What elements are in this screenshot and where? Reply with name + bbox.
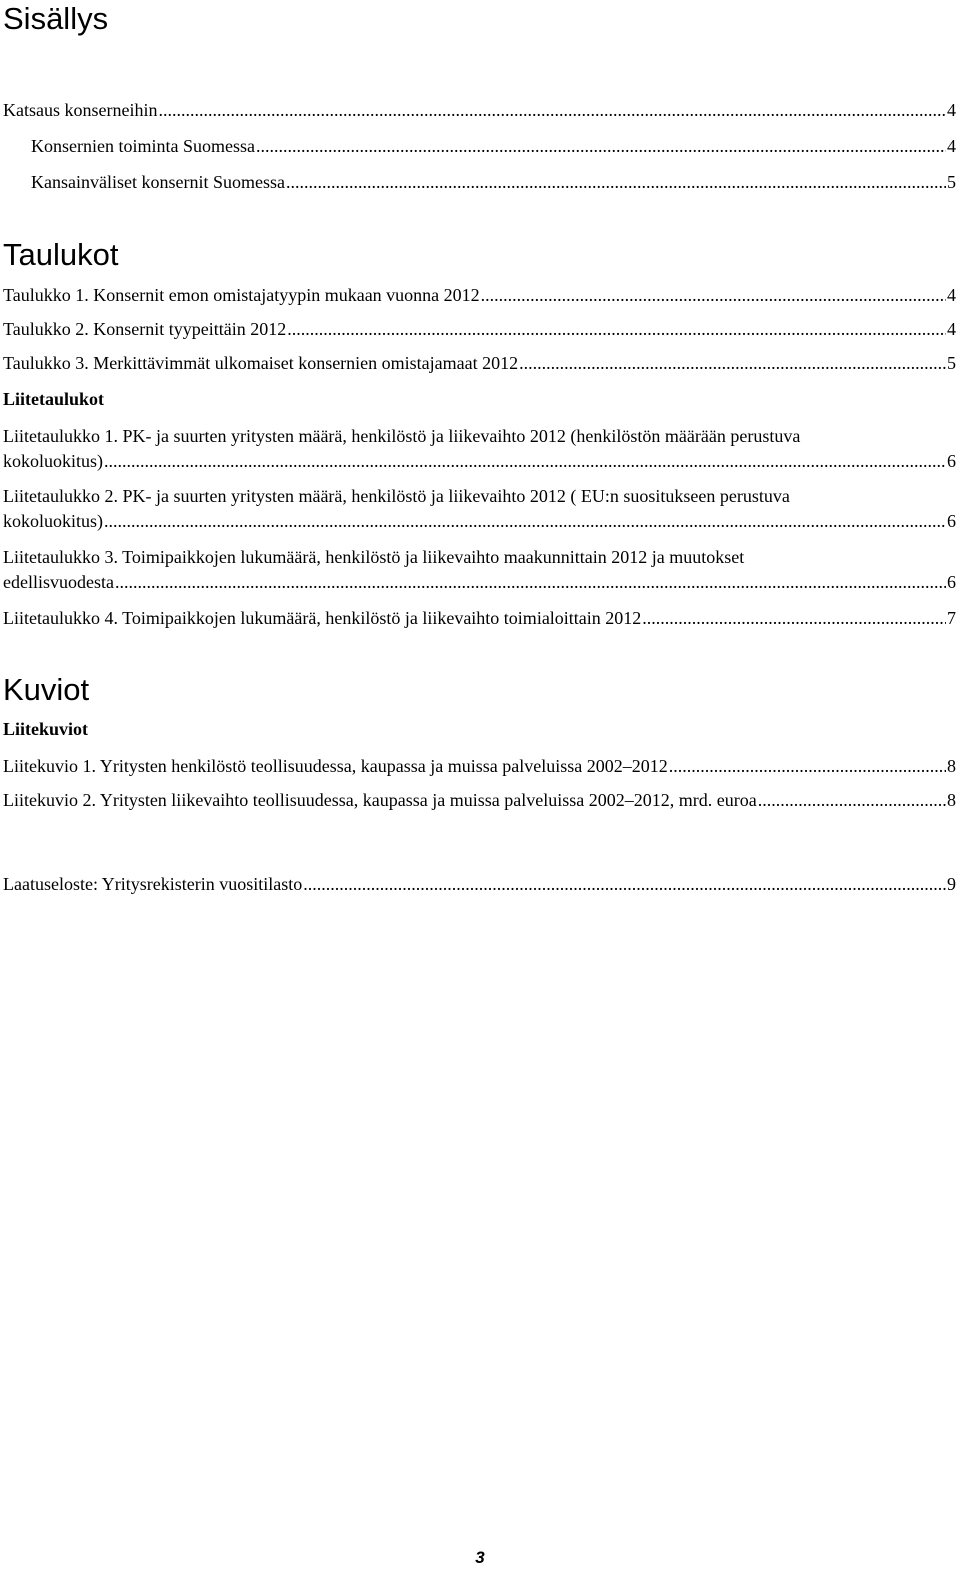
toc-entry-liitetaulukko-3[interactable] xyxy=(3,545,956,595)
toc-entry-page: 4 xyxy=(947,285,956,305)
toc-entry-liitekuvio-2[interactable] xyxy=(3,789,956,811)
toc-entry-text: Taulukko 1. Konsernit emon omistajatyypin mukaan vuonna 2012 xyxy=(3,285,480,305)
toc-entry-page: 7 xyxy=(947,608,956,628)
toc-entry-page: 4 xyxy=(947,100,956,120)
toc-entry-text: Taulukko 2. Konsernit tyypeittäin 2012 xyxy=(3,319,287,339)
toc-entry-text: Liitetaulukko 3. Toimipaikkojen lukumäärä, henkilöstö ja liikevaihto maakunnittain 2012 ja muutokset xyxy=(3,547,745,567)
toc-entry-kansainvaliset[interactable] xyxy=(31,171,956,193)
toc-entry-page: 5 xyxy=(947,353,956,373)
appendix-tables-heading: Liitetaulukot xyxy=(3,389,105,409)
leader-dots xyxy=(287,318,946,340)
toc-entry-text: Liitetaulukko 2. PK- ja suurten yritysten määrä, henkilöstö ja liikevaihto 2012 ( EU:n suositukseen perustuva xyxy=(3,486,790,506)
toc-entry-liitetaulukko-1[interactable] xyxy=(3,424,956,474)
toc-entry-text: Liitekuvio 2. Yritysten liikevaihto teollisuudessa, kaupassa ja muissa palveluissa 2002–2012, mrd. euroa xyxy=(3,790,757,810)
toc-entry-page: 6 xyxy=(947,511,956,531)
toc-entry-liitekuvio-1[interactable] xyxy=(3,755,956,777)
toc-entry-page: 6 xyxy=(947,572,956,592)
leader-dots xyxy=(158,99,946,121)
toc-entry-text: Konsernien toiminta Suomessa xyxy=(31,136,255,156)
leader-dots xyxy=(642,607,946,629)
toc-entry-page: 4 xyxy=(947,319,956,339)
leader-dots xyxy=(669,755,946,777)
toc-entry-text: Liitekuvio 1. Yritysten henkilöstö teollisuudessa, kaupassa ja muissa palveluissa 2002–2012 xyxy=(3,756,668,776)
toc-entry-text: Taulukko 3. Merkittävimmät ulkomaiset konsernien omistajamaat 2012 xyxy=(3,353,519,373)
toc-entry-text: Liitetaulukko 1. PK- ja suurten yritysten määrä, henkilöstö ja liikevaihto 2012 (henkilöstön määrään perustuva xyxy=(3,426,801,446)
toc-entry-text-cont: kokoluokitus) xyxy=(3,451,104,471)
toc-entry-laatuseloste[interactable] xyxy=(3,873,956,895)
toc-entry-text-cont: edellisvuodesta xyxy=(3,572,114,592)
toc-entry-page: 6 xyxy=(947,451,956,471)
toc-entry-page: 4 xyxy=(947,136,956,156)
leader-dots xyxy=(256,135,946,157)
tables-heading: Taulukot xyxy=(3,237,119,272)
figures-heading: Kuviot xyxy=(3,672,90,707)
toc-entry-konsernien-toiminta[interactable] xyxy=(31,135,956,157)
leader-dots xyxy=(104,509,946,534)
toc-entry-text: Katsaus konserneihin xyxy=(3,100,158,120)
toc-entry-liitetaulukko-4[interactable] xyxy=(3,607,956,629)
leader-dots xyxy=(758,789,946,811)
toc-entry-text-cont: kokoluokitus) xyxy=(3,511,104,531)
contents-heading: Sisällys xyxy=(3,1,109,36)
toc-entry-taulukko-3[interactable] xyxy=(3,352,956,374)
leader-dots xyxy=(519,352,946,374)
toc-entry-taulukko-1[interactable] xyxy=(3,284,956,306)
toc-entry-page: 8 xyxy=(947,790,956,810)
toc-entry-text: Kansainväliset konsernit Suomessa xyxy=(31,172,285,192)
leader-dots xyxy=(104,449,946,474)
toc-entry-page: 8 xyxy=(947,756,956,776)
appendix-figures-heading: Liitekuviot xyxy=(3,719,89,739)
toc-entry-text: Laatuseloste: Yritysrekisterin vuositilasto xyxy=(3,874,303,894)
toc-entry-liitetaulukko-2[interactable] xyxy=(3,484,956,534)
leader-dots xyxy=(481,284,946,306)
leader-dots xyxy=(115,570,946,595)
toc-entry-taulukko-2[interactable] xyxy=(3,318,956,340)
toc-entry-text: Liitetaulukko 4. Toimipaikkojen lukumäärä, henkilöstö ja liikevaihto toimialoittain 2012 xyxy=(3,608,642,628)
toc-entry-page: 9 xyxy=(947,874,956,894)
page-number: 3 xyxy=(475,1548,485,1567)
toc-entry-katsaus[interactable] xyxy=(3,99,956,121)
leader-dots xyxy=(286,171,946,193)
leader-dots xyxy=(303,873,946,895)
toc-entry-page: 5 xyxy=(947,172,956,192)
